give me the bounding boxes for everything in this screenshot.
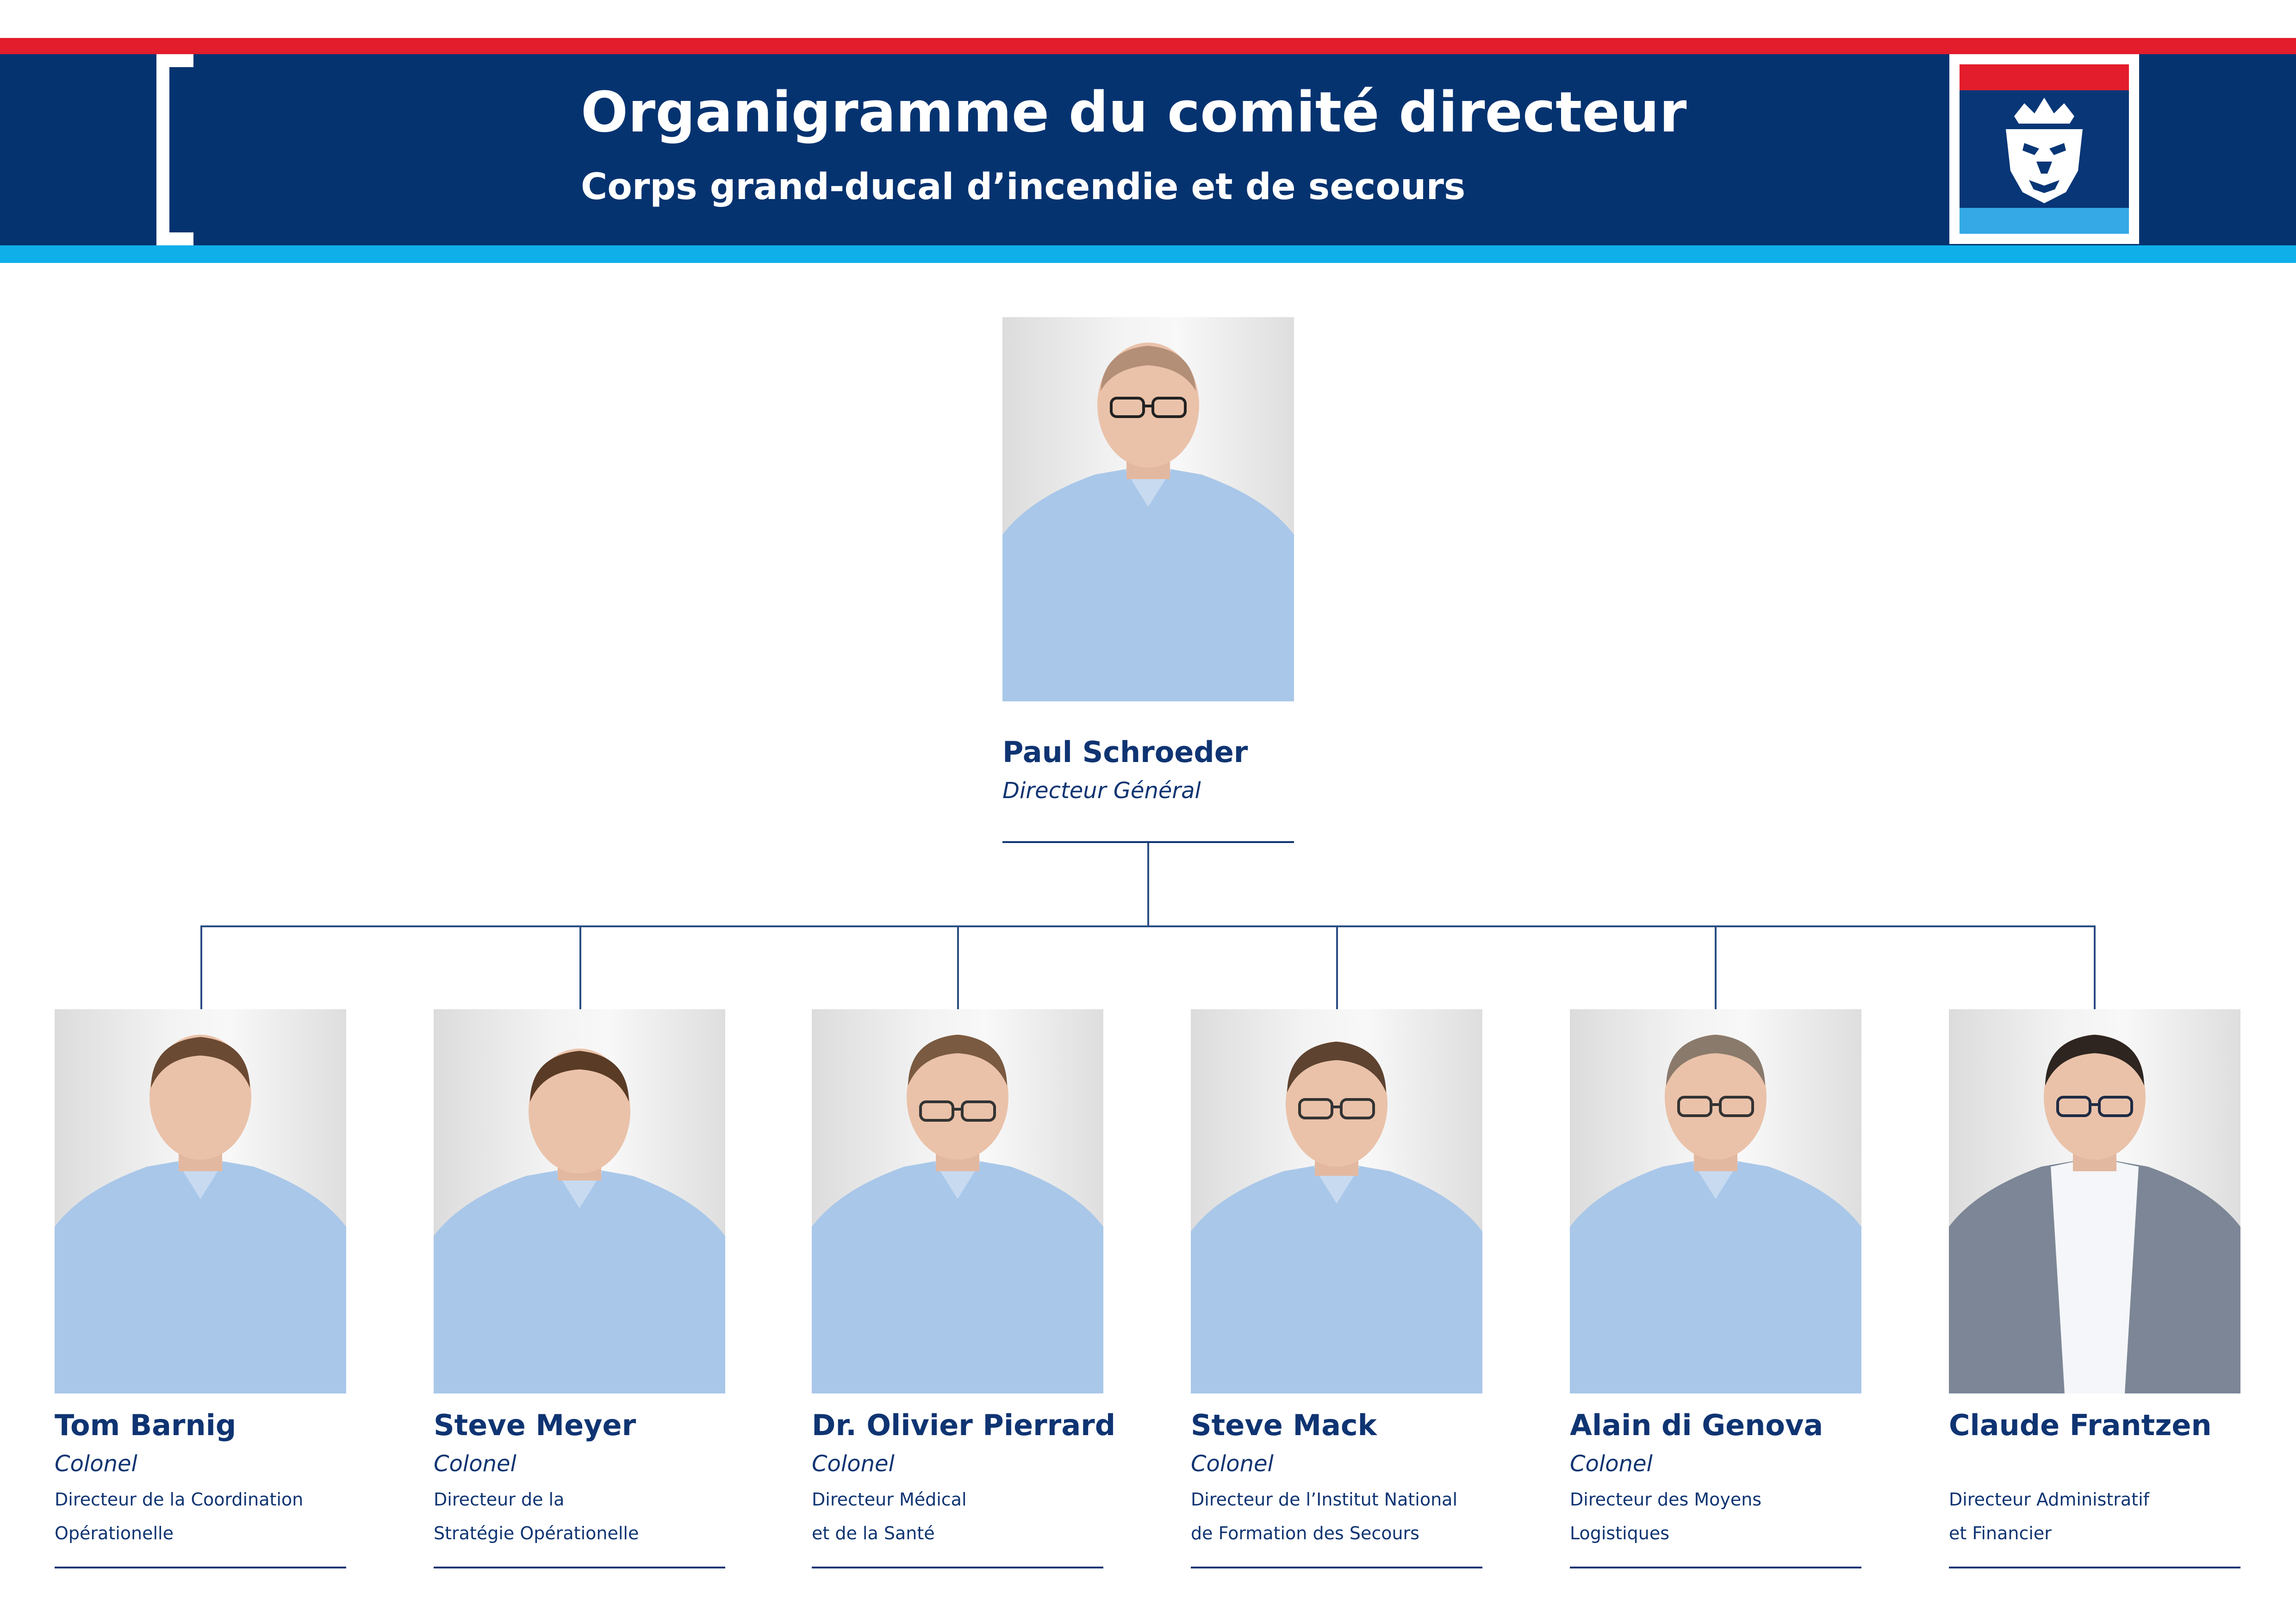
lion-crown-emblem-icon bbox=[1949, 54, 2139, 244]
member-description-line2: Stratégie Opérationelle bbox=[434, 1523, 639, 1543]
member-description-line1: Directeur de la bbox=[434, 1489, 565, 1510]
connector-drop bbox=[200, 925, 202, 1010]
member-underline bbox=[1191, 1567, 1482, 1568]
member-name: Tom Barnig bbox=[55, 1408, 236, 1442]
member-rank: Colonel bbox=[1570, 1451, 1653, 1477]
member-description-line1: Directeur des Moyens bbox=[1570, 1489, 1762, 1510]
member-name: Steve Mack bbox=[1191, 1408, 1377, 1442]
member-photo bbox=[434, 1009, 725, 1393]
member-description-line2: Opérationelle bbox=[55, 1523, 174, 1543]
member-name: Alain di Genova bbox=[1570, 1408, 1823, 1442]
page-title: Organigramme du comité directeur bbox=[581, 81, 1687, 145]
member-rank: Colonel bbox=[1191, 1451, 1274, 1477]
member-rank: Colonel bbox=[55, 1451, 137, 1477]
member-description-line1: Directeur de l’Institut National bbox=[1191, 1489, 1458, 1510]
header-red-stripe bbox=[0, 38, 2296, 54]
member-description-line2: et de la Santé bbox=[812, 1523, 935, 1543]
connector-drop bbox=[1336, 925, 1338, 1010]
member-rank: Colonel bbox=[434, 1451, 516, 1477]
connector-horizontal bbox=[200, 925, 2096, 927]
member-underline bbox=[55, 1567, 346, 1568]
connector-drop bbox=[1715, 925, 1717, 1010]
connector-drop bbox=[2094, 925, 2096, 1010]
member-underline bbox=[1570, 1567, 1861, 1568]
member-underline bbox=[434, 1567, 725, 1568]
member-description-line2: et Financier bbox=[1949, 1523, 2052, 1543]
bracket-decoration bbox=[156, 54, 193, 245]
member-underline bbox=[1949, 1567, 2240, 1568]
page-subtitle: Corps grand-ducal d’incendie et de secours bbox=[581, 166, 1466, 208]
member-description-line2: de Formation des Secours bbox=[1191, 1523, 1419, 1543]
member-photo bbox=[812, 1009, 1103, 1393]
director-title: Directeur Général bbox=[1002, 778, 1201, 804]
member-photo bbox=[1570, 1009, 1861, 1393]
connector-drop bbox=[957, 925, 959, 1010]
member-description-line1: Directeur Administratif bbox=[1949, 1489, 2150, 1510]
member-description-line2: Logistiques bbox=[1570, 1523, 1670, 1543]
director-photo bbox=[1002, 317, 1294, 701]
member-description-line1: Directeur de la Coordination bbox=[55, 1489, 304, 1510]
member-description-line1: Directeur Médical bbox=[812, 1489, 967, 1510]
member-photo bbox=[1949, 1009, 2240, 1393]
header-blue-stripe bbox=[0, 245, 2296, 263]
connector-drop bbox=[579, 925, 581, 1010]
member-rank: Colonel bbox=[812, 1451, 895, 1477]
connector-vertical-main bbox=[1147, 843, 1149, 926]
member-name: Claude Frantzen bbox=[1949, 1408, 2212, 1442]
member-photo bbox=[1191, 1009, 1482, 1393]
member-name: Dr. Olivier Pierrard bbox=[812, 1408, 1116, 1442]
member-name: Steve Meyer bbox=[434, 1408, 636, 1442]
director-name: Paul Schroeder bbox=[1002, 735, 1248, 769]
member-underline bbox=[812, 1567, 1103, 1568]
member-photo bbox=[55, 1009, 346, 1393]
